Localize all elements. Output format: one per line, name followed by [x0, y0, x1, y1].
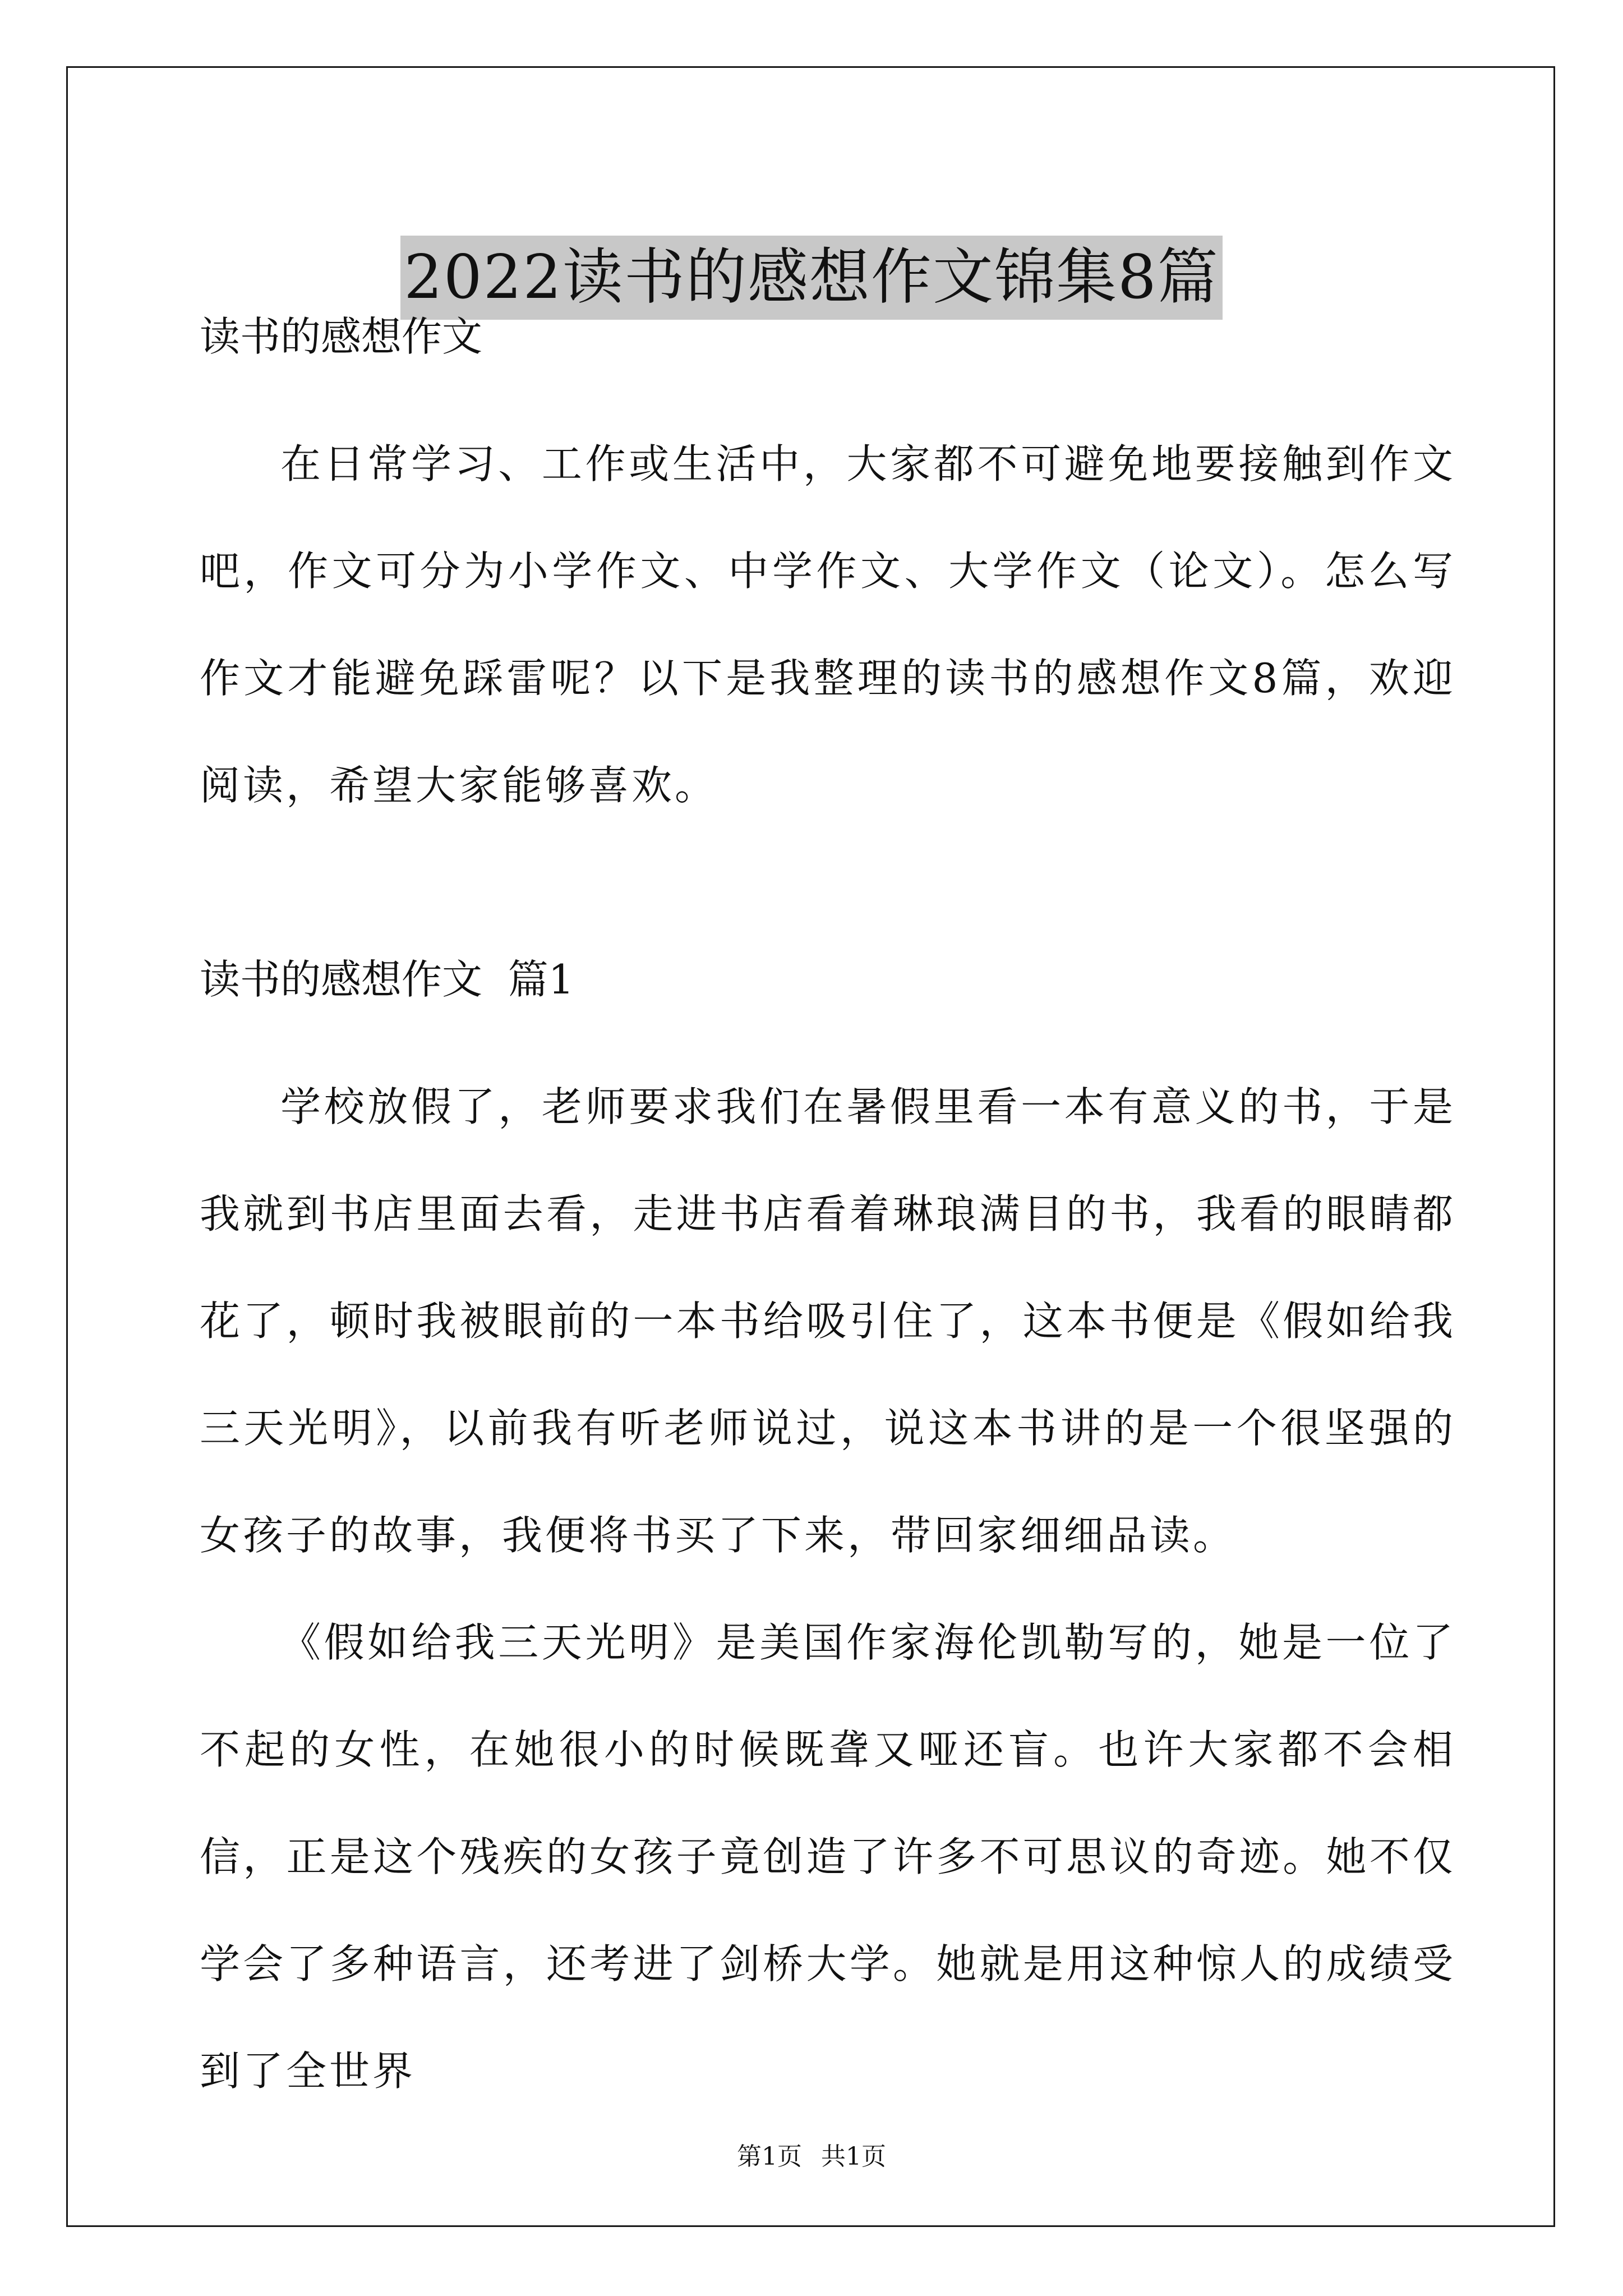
- spacer: [200, 839, 1456, 951]
- section-1-heading: 读书的感想作文 篇1: [200, 956, 574, 1003]
- section-1-paragraph-2: 《假如给我三天光明》是美国作家海伦凯勒写的，她是一位了不起的女性，在她很小的时候既聋又哑还盲。也许大家都不会相信，正是这个残疾的女孩子竟创造了许多不可思议的奇迹。她不仅学会了多种语言，还考进了剑桥大学。她就是用这种惊人的成绩受到了全世界: [200, 1619, 1456, 2095]
- page-total: 共1页: [821, 2142, 886, 2171]
- document-title: 2022读书的感想作文锦集8篇: [400, 236, 1223, 320]
- intro-heading: 读书的感想作文: [200, 313, 483, 360]
- page-footer: [0, 2140, 1623, 2174]
- page-number: 第1页: [737, 2142, 802, 2171]
- intro-paragraph: 在日常学习、工作或生活中，大家都不可避免地要接触到作文吧，作文可分为小学作文、中学作文、大学作文（论文）。怎么写作文才能避免踩雷呢？以下是我整理的读书的感想作文8篇，欢迎阅读，希望大家能够喜欢。: [200, 440, 1456, 809]
- spacer: [200, 365, 1456, 411]
- section-1-paragraph-1: 学校放假了，老师要求我们在暑假里看一本有意义的书，于是我就到书店里面去看，走进书店看着琳琅满目的书，我看的眼睛都花了，顿时我被眼前的一本书给吸引住了，这本书便是《假如给我三天光明》，以前我有听老师说过，说这本书讲的是一个很坚强的女孩子的故事，我便将书买了下来，带回家细细品读。: [200, 1083, 1456, 1559]
- document-body: [200, 309, 1456, 2125]
- spacer: [200, 1007, 1456, 1053]
